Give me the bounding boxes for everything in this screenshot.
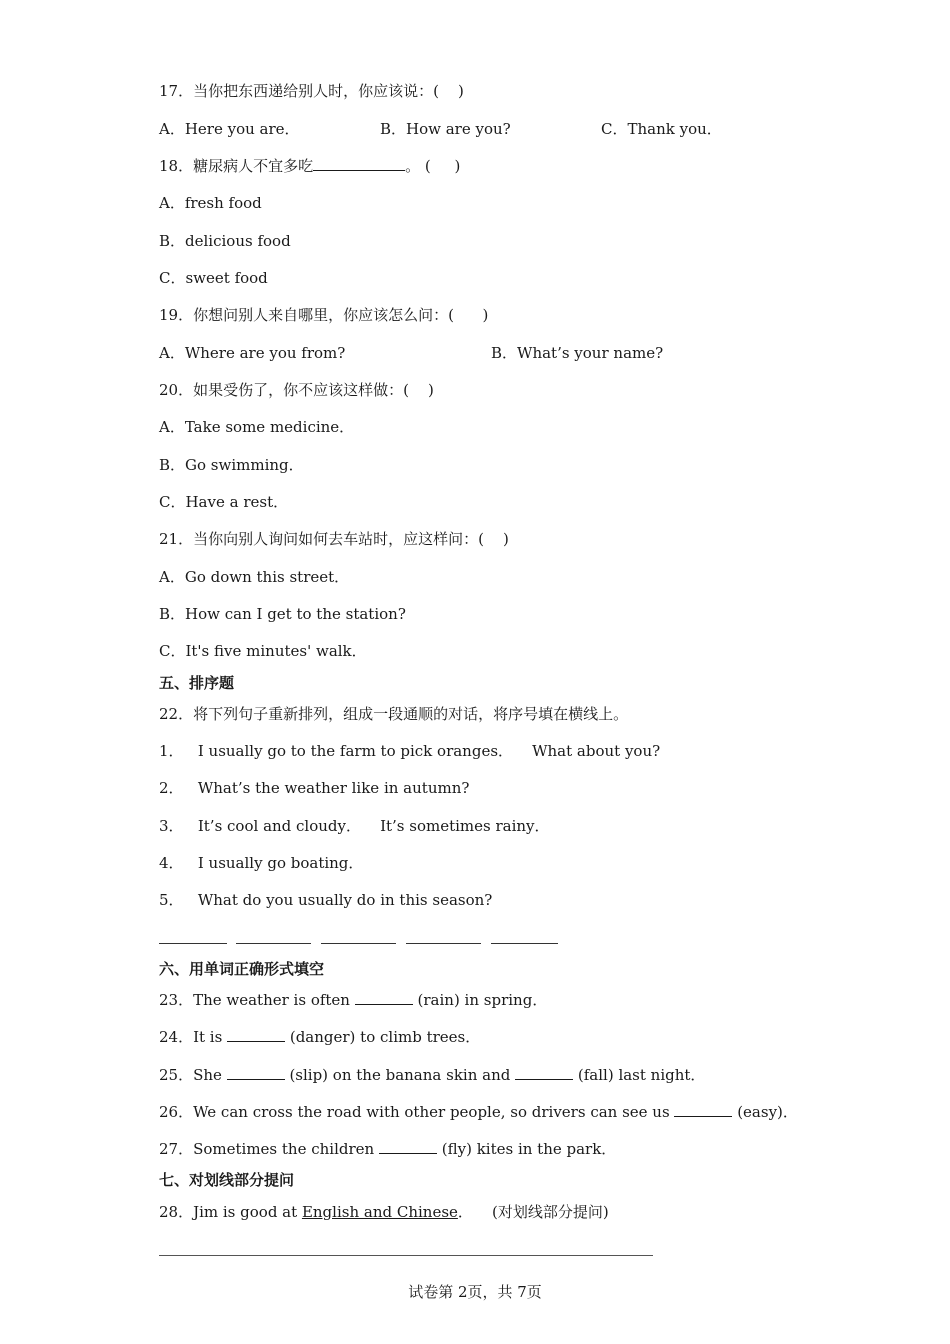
q28-pre: 28．Jim is good at xyxy=(159,1203,302,1221)
q18-option-b: B．delicious food xyxy=(159,232,291,250)
question-26 xyxy=(159,1102,798,1122)
question-23 xyxy=(159,990,547,1010)
q23-blank[interactable] xyxy=(355,990,413,1005)
q22-item-2: 2． What’s the weather like in autumn? xyxy=(159,779,470,797)
q22-answer-blank-5[interactable] xyxy=(491,943,558,944)
q27-pre: 27．Sometimes the children xyxy=(159,1140,379,1158)
q21-option-c: C．It's five minutes' walk． xyxy=(159,642,367,660)
q24-blank[interactable] xyxy=(227,1027,285,1042)
q25-pre: 25．She xyxy=(159,1066,227,1084)
q17-stem: 17．当你把东西递给别人时，你应该说：( ) xyxy=(159,82,464,100)
q24-post: (danger) to climb trees． xyxy=(285,1028,481,1046)
q25-blank-1[interactable] xyxy=(227,1065,285,1080)
q28-answer-line[interactable] xyxy=(159,1255,653,1256)
q22-stem: 22．将下列句子重新排列，组成一段通顺的对话，将序号填在横线上。 xyxy=(159,705,629,723)
q25-mid: (slip) on the banana skin and xyxy=(284,1066,516,1084)
q22-answer-blank-1[interactable] xyxy=(159,943,227,944)
q23-pre: 23．The weather is often xyxy=(159,991,355,1009)
q18-blank[interactable] xyxy=(313,156,405,171)
section-7-title: 七、对划线部分提问 xyxy=(159,1171,295,1189)
q22-item-1: 1． I usually go to the farm to pick oranges． What about you? xyxy=(159,742,661,760)
q17-option-a: A．Here you are． xyxy=(159,120,300,138)
q20-stem: 20．如果受伤了，你不应该这样做：( ) xyxy=(159,381,434,399)
q26-blank[interactable] xyxy=(674,1102,732,1117)
q21-option-a: A．Go down this street． xyxy=(159,568,350,586)
q19-option-b: B．What’s your name? xyxy=(491,344,664,362)
section-5-title: 五、排序题 xyxy=(159,674,235,692)
q17-option-b: B．How are you? xyxy=(380,120,511,138)
q19-stem: 19．你想问别人来自哪里，你应该怎么问：( ) xyxy=(159,306,489,324)
q20-option-b: B．Go swimming． xyxy=(159,456,304,474)
q28-underlined-part: English and Chinese xyxy=(301,1203,458,1221)
q24-pre: 24．It is xyxy=(159,1028,228,1046)
q20-option-c: C．Have a rest． xyxy=(159,493,289,511)
question-28 xyxy=(159,1202,609,1222)
q22-item-3: 3． It’s cool and cloudy． It’s sometimes rainy． xyxy=(159,817,550,835)
q27-blank[interactable] xyxy=(379,1139,437,1154)
q18-stem-pre: 18．糖尿病人不宜多吃 xyxy=(159,157,314,175)
q18-stem xyxy=(159,156,460,176)
q22-answer-blank-4[interactable] xyxy=(406,943,481,944)
q25-post: (fall) last night． xyxy=(573,1066,706,1084)
q19-option-a: A．Where are you from? xyxy=(159,344,346,362)
q21-option-b: B．How can I get to the station? xyxy=(159,605,406,623)
question-25 xyxy=(159,1065,705,1085)
q20-option-a: A．Take some medicine． xyxy=(159,418,355,436)
q22-answer-blank-3[interactable] xyxy=(321,943,396,944)
q23-post: (rain) in spring． xyxy=(412,991,548,1009)
q25-blank-2[interactable] xyxy=(515,1065,573,1080)
q17-option-c: C．Thank you． xyxy=(601,120,722,138)
q22-item-5: 5． What do you usually do in this season? xyxy=(159,891,493,909)
q28-post: ． (对划线部分提问) xyxy=(457,1203,609,1221)
question-27 xyxy=(159,1139,616,1159)
q22-item-4: 4． I usually go boating． xyxy=(159,854,364,872)
q27-post: (fly) kites in the park． xyxy=(436,1140,617,1158)
q26-pre: 26．We can cross the road with other people, so drivers can see us xyxy=(159,1103,675,1121)
q18-option-c: C．sweet food xyxy=(159,269,268,287)
question-24 xyxy=(159,1027,480,1047)
q22-answer-blank-2[interactable] xyxy=(236,943,311,944)
section-6-title: 六、用单词正确形式填空 xyxy=(159,960,325,978)
q21-stem: 21．当你向别人询问如何去车站时，应这样问：( ) xyxy=(159,530,509,548)
q18-stem-post: 。 ( ) xyxy=(405,157,461,175)
q26-post: (easy)． xyxy=(732,1103,798,1121)
q18-option-a: A．fresh food xyxy=(159,194,262,212)
page-footer: 试卷第 2页，共 7页 xyxy=(408,1283,542,1301)
